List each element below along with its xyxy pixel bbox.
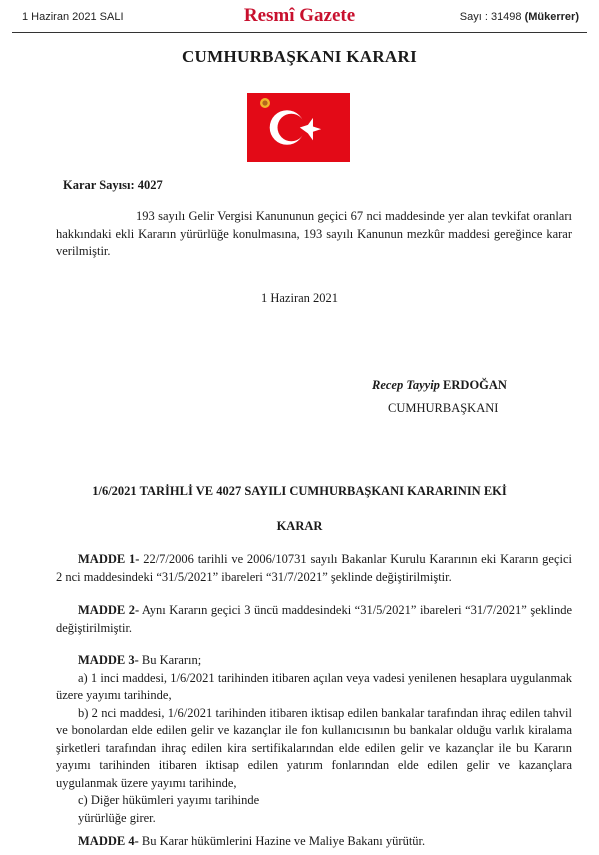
article-item-a: a) 1 inci maddesi, 1/6/2021 tarihinden itibaren açılan veya vadesi yenilenen hesaplara uygulanmak üzere yayımı tarihinde, xyxy=(56,670,572,702)
annex-title: 1/6/2021 TARİHLİ VE 4027 SAYILI CUMHURBAŞKANI KARARININ EKİ xyxy=(92,484,507,498)
emblem-icon xyxy=(260,98,270,108)
page-title: CUMHURBAŞKANI KARARI xyxy=(181,47,418,66)
article-text: Aynı Kararın geçici 3 üncü maddesindeki “31/5/2021” ibareleri “31/7/2021” şeklinde değiştirilmiştir. xyxy=(56,603,572,635)
article-4 xyxy=(56,833,572,851)
article-label: MADDE 2- xyxy=(78,603,140,617)
decision-date: 1 Haziran 2021 xyxy=(260,291,339,305)
signatory-title: CUMHURBAŞKANI xyxy=(388,401,499,415)
article-1 xyxy=(56,551,572,586)
article-item-b: b) 2 nci maddesi, 1/6/2021 tarihinden itibaren iktisap edilen bankalar tarafından ihraç edilen tahvil ve bonolardan elde edilen gelir ve kazançlar ile fon kullanıcısının bu bankalar olduğu varlık kiralama şirketleri tarafından ihraç edilen kira sertifikalarından elde edilen gelir ve kazançlar ile bu Kararın yayımı tarihinden itibaren iktisap edilen yatırım fonlarından elde edilen gelir ve kazançlara uygulanmak üzere yayımı tarihinde, xyxy=(56,705,572,790)
intro-paragraph xyxy=(56,208,572,261)
article-text: Bu Kararın; xyxy=(138,653,202,667)
article-text: 22/7/2006 tarihli ve 2006/10731 sayılı Bakanlar Kurulu Kararının eki Kararın geçici 2 nci maddesindeki “31/5/2021” ibareleri “31/7/2021” şeklinde değiştirilmiştir. xyxy=(56,552,572,584)
decision-number: Karar Sayısı: 4027 xyxy=(63,178,163,192)
turkish-flag-icon xyxy=(247,93,350,162)
issue-number: Sayı : 31498 (Mükerrer) xyxy=(459,11,579,23)
article-2 xyxy=(56,602,572,637)
article-label: MADDE 4- xyxy=(78,834,139,848)
header-date: 1 Haziran 2021 SALI xyxy=(22,11,124,23)
karar-heading: KARAR xyxy=(276,519,323,533)
article-closing: yürürlüğe girer. xyxy=(78,810,156,825)
article-3 xyxy=(56,652,572,827)
gazette-name: Resmî Gazete xyxy=(243,5,356,26)
header-divider xyxy=(12,32,587,33)
article-label: MADDE 3- xyxy=(78,653,139,667)
article-label: MADDE 1- xyxy=(78,552,140,566)
intro-text: 193 sayılı Gelir Vergisi Kanununun geçici 67 nci maddesinde yer alan tevkifat oranları hakkındaki ekli Kararın yürürlüğe konulmasına, 193 sayılı Kanunun mezkûr maddesi gereğince karar verilmiştir. xyxy=(56,209,572,258)
signatory-name: Recep Tayyip ERDOĞAN xyxy=(372,378,507,392)
article-text: Bu Karar hükümlerini Hazine ve Maliye Bakanı yürütür. xyxy=(138,834,426,848)
gazette-header xyxy=(0,0,599,34)
article-item-c: c) Diğer hükümleri yayımı tarihinde xyxy=(78,793,260,807)
